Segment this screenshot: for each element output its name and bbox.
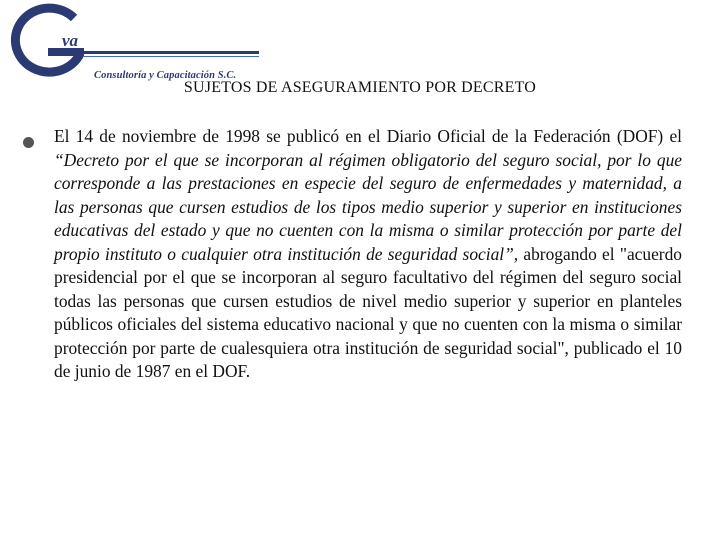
logo-company-name: Consultoría y Capacitación S.C. [94, 70, 237, 81]
bullet-icon [23, 137, 34, 148]
logo-initials: va [62, 31, 79, 50]
bullet-intro-text: El 14 de noviembre de 1998 se publicó en el Diario Oficial de la Federación (DOF) el [54, 126, 682, 146]
logo-rule [84, 51, 259, 54]
bullet-rest-text: abrogando el "acuerdo presidencial por el que se incorporan al seguro facultativo del régimen del seguro social todas las personas que cursen estudios de nivel medio superior y superior en planteles públicos oficiales del sistema educativo nacional y que no cuenten con la misma o similar protección por parte de cualesquiera otra institución de seguridad social", publicado el 10 de junio de 1987 en el DOF. [54, 243, 682, 381]
logo-rule-accent [84, 56, 259, 57]
company-logo [4, 2, 264, 86]
page-title: SUJETOS DE ASEGURAMIENTO POR DECRETO [183, 79, 537, 96]
bullet-decree-quote: “Decreto por el que se incorporan al régimen obligatorio del seguro social, por lo que corresponde a las prestaciones en especie del seguro de enfermedades y maternidad, a las personas que cursen estudios de los tipos medio superior y superior en instituciones educativas del estado y que no cuenten con la misma o similar protección por parte del propio instituto o cualquier otra institución de seguridad social”, [54, 149, 682, 264]
bullet-paragraph [54, 125, 682, 384]
